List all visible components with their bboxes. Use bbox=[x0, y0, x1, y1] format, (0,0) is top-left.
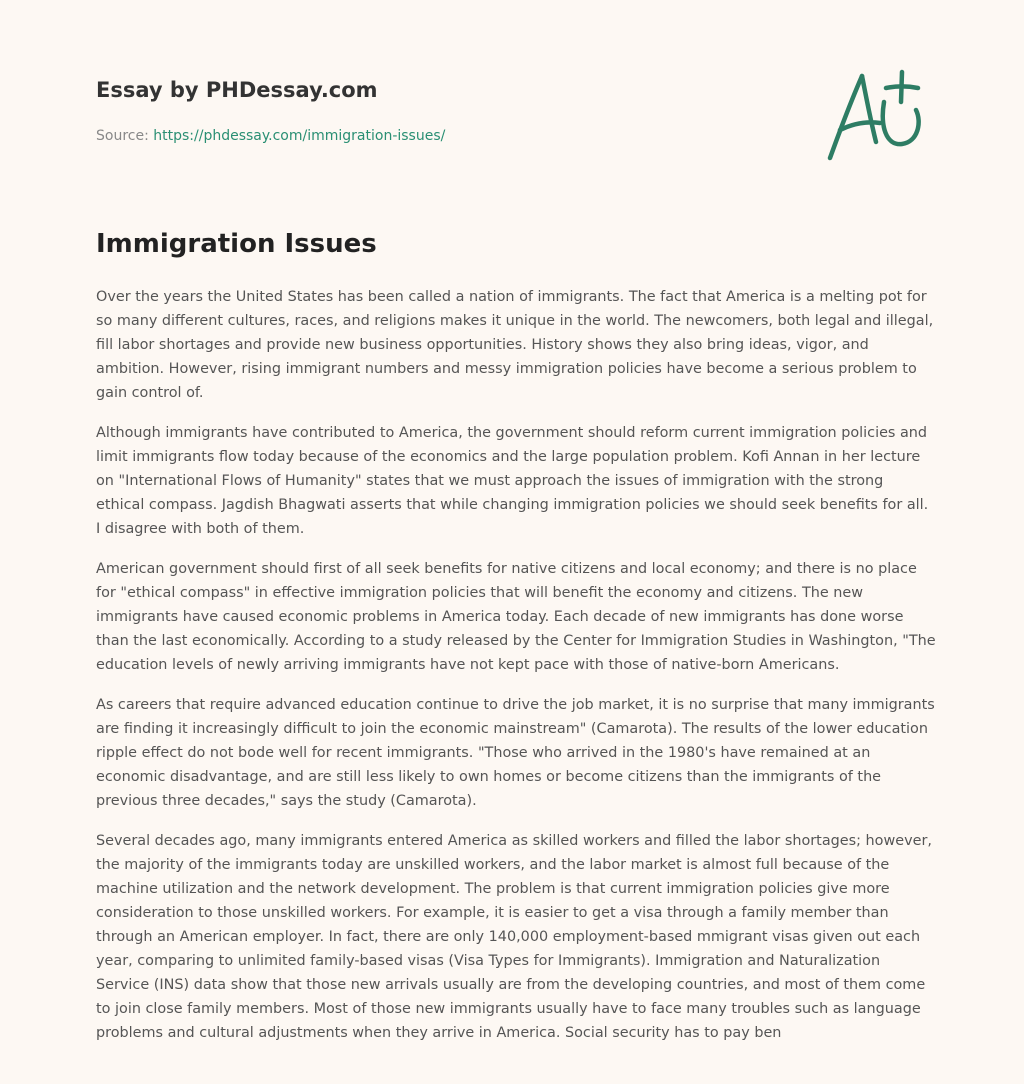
essay-paragraph: Several decades ago, many immigrants entered America as skilled workers and filled the labor shortages; however, the majority of the immigrants today are unskilled workers, and the labor market is almost full because of the machine utilization and the network development. The problem is that current immigration policies give more consideration to those unskilled workers. For example, it is easier to get a visa through a family member than through an American employer. In fact, there are only 140,000 employment-based mmigrant visas given out each year, comparing to unlimited family-based visas (Visa Types for Immigrants). Immigration and Naturalization Service (INS) data show that those new arrivals usually are from the developing countries, and most of them come to join close family members. Most of those new immigrants usually have to face many troubles such as language problems and cultural adjustments when they arrive in America. Social security has to pay ben bbox=[96, 833, 932, 1041]
a-plus-grade-icon bbox=[822, 66, 926, 166]
source-line bbox=[96, 126, 936, 146]
a-left-stroke bbox=[830, 76, 862, 158]
plus-horizontal bbox=[886, 87, 918, 89]
a-plus-logo-svg bbox=[822, 66, 926, 166]
essay-body bbox=[96, 285, 936, 1061]
essay-header bbox=[96, 76, 936, 146]
source-label: Source: bbox=[96, 128, 149, 144]
essay-paragraph: As careers that require advanced education continue to drive the job market, it is no surprise that many immigrants are finding it increasingly difficult to join the economic mainstream" (Camarota). The results of the lower education ripple effect do not bode well for recent immigrants. "Those who arrived in the 1980's have remained at an economic disadvantage, and are still less likely to own homes or become citizens than the immigrants of the previous three decades," says the study (Camarota). bbox=[96, 697, 935, 809]
essay-paragraph: American government should first of all seek benefits for native citizens and local economy; and there is no place for "ethical compass" in effective immigration policies that will benefit the economy and citizens. The new immigrants have caused economic problems in America today. Each decade of new immigrants has done worse than the last economically. According to a study released by the Center for Immigration Studies in Washington, "The education levels of newly arriving immigrants have not kept pace with those of native-born Americans. bbox=[96, 561, 936, 673]
essay-paragraph: Although immigrants have contributed to America, the government should reform current immigration policies and limit immigrants flow today because of the economics and the large population problem. Kofi Annan in her lecture on "International Flows of Humanity" states that we must approach the issues of immigration with the strong ethical compass. Jagdish Bhagwati asserts that while changing immigration policies we should seek benefits for all. I disagree with both of them. bbox=[96, 425, 929, 537]
a-right-stroke bbox=[862, 76, 876, 142]
source-link[interactable]: https://phdessay.com/immigration-issues/ bbox=[153, 128, 446, 144]
essay-paragraph: Over the years the United States has been called a nation of immigrants. The fact that America is a melting pot for so many different cultures, races, and religions makes it unique in the world. The newcomers, both legal and illegal, fill labor shortages and provide new business opportunities. History shows they also bring ideas, vigor, and ambition. However, rising immigrant numbers and messy immigration policies have become a serious problem to gain control of. bbox=[96, 289, 934, 401]
essay-title: Immigration Issues bbox=[96, 229, 377, 259]
plus-loop bbox=[883, 102, 919, 144]
brand-title: Essay by PHDessay.com bbox=[96, 78, 378, 102]
